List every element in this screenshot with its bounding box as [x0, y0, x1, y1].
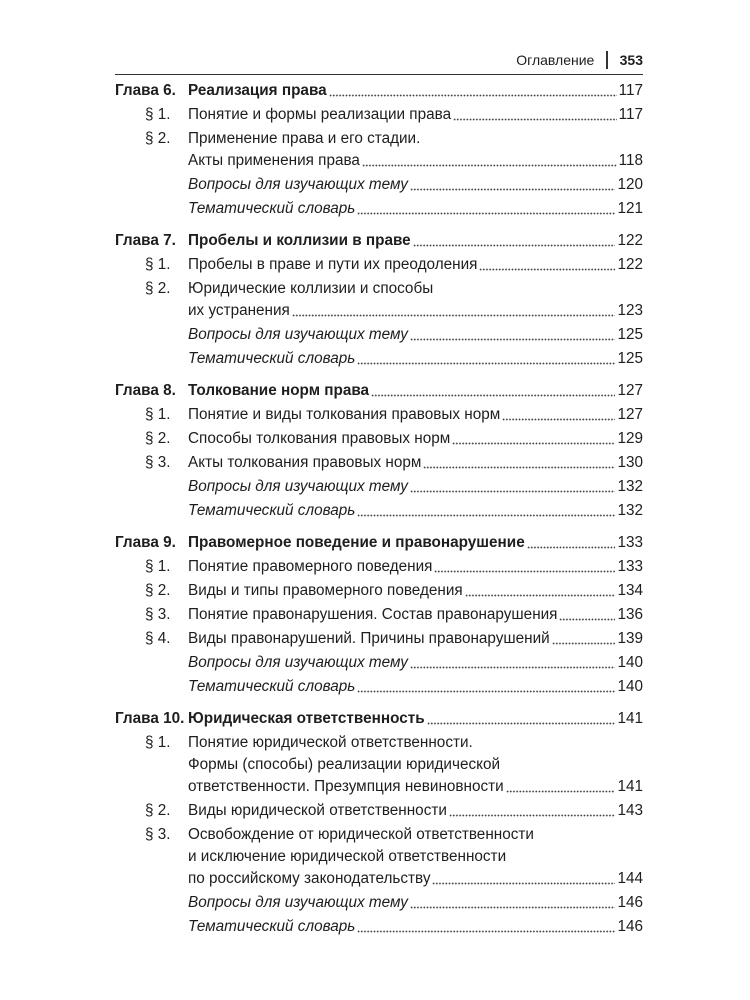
entry-page-number: 141: [617, 778, 643, 795]
entry-title: Виды и типы правомерного поведения: [188, 582, 463, 599]
dot-leader: [479, 268, 615, 271]
dot-leader: [357, 930, 615, 933]
entry-title: Тематический словарь: [188, 502, 356, 519]
entry-title: Понятие и виды толкования правовых норм: [188, 406, 501, 423]
entry-title-last-line: [188, 476, 643, 498]
entry-label: [115, 500, 188, 522]
entry-title: Виды правонарушений. Причины правонарушений: [188, 630, 550, 647]
entry-title: Вопросы для изучающих тему: [188, 326, 408, 343]
entry-title-last-line: [188, 708, 643, 730]
dot-leader: [292, 314, 616, 317]
entry-title-last-line: [188, 776, 643, 798]
entry-title: Пробелы в праве и пути их преодоления: [188, 256, 478, 273]
dot-leader: [465, 594, 616, 597]
entry-title-line: Формы (способы) реализации юридической: [188, 756, 501, 773]
entry-body: [188, 676, 643, 698]
entry-label: [115, 892, 188, 914]
entry-title: Тематический словарь: [188, 918, 356, 935]
entry-title: Пробелы и коллизии в праве: [188, 232, 411, 249]
entry-title-last-line: [188, 348, 643, 370]
entry-body: [188, 916, 643, 938]
entry-body: [188, 324, 643, 346]
entry-title: Акты толкования правовых норм: [188, 454, 422, 471]
running-header-section: Оглавление: [516, 52, 595, 68]
toc-chapter[interactable]: [115, 708, 643, 730]
entry-body: [188, 732, 643, 798]
entry-label: Глава 8.: [115, 382, 176, 399]
entry-title-last-line: [188, 428, 643, 450]
entry-page-number: 125: [617, 350, 643, 367]
entry-page-number: 143: [617, 802, 643, 819]
toc-section[interactable]: [115, 628, 643, 650]
entry-label: § 1.: [145, 106, 171, 123]
entry-body: [188, 404, 643, 426]
entry-title: по российскому законодательству: [188, 870, 431, 887]
entry-title: Акты применения права: [188, 152, 360, 169]
entry-body: [188, 380, 643, 402]
entry-title-line: Освобождение от юридической ответственности: [188, 826, 534, 843]
entry-title: Вопросы для изучающих тему: [188, 894, 408, 911]
entry-label: § 3.: [145, 454, 171, 471]
entry-page-number: 127: [617, 406, 643, 423]
entry-page-number: 132: [617, 478, 643, 495]
running-header: [115, 46, 643, 75]
dot-leader: [453, 118, 617, 121]
entry-body: [188, 500, 643, 522]
entry-page-number: 136: [617, 606, 643, 623]
entry-title-last-line: [188, 404, 643, 426]
entry-title-last-line: [188, 500, 643, 522]
entry-title-last-line: [188, 324, 643, 346]
entry-body: [188, 580, 643, 602]
toc-extra[interactable]: [115, 500, 643, 522]
entry-body: [188, 708, 643, 730]
toc-extra[interactable]: [115, 476, 643, 498]
entry-label: Глава 7.: [115, 232, 176, 249]
entry-title: их устранения: [188, 302, 290, 319]
dot-leader: [357, 362, 615, 365]
dot-leader: [449, 814, 616, 817]
entry-title-last-line: [188, 628, 643, 650]
entry-title-line: Применение права и его стадии.: [188, 130, 421, 147]
dot-leader: [329, 94, 617, 97]
toc-section[interactable]: [115, 732, 643, 798]
toc-section[interactable]: [115, 824, 643, 890]
entry-label: § 1.: [145, 734, 171, 751]
entry-title: ответственности. Презумпция невиновности: [188, 778, 504, 795]
header-divider: [606, 51, 607, 69]
dot-leader: [559, 618, 615, 621]
toc-section[interactable]: [115, 452, 643, 474]
entry-page-number: 146: [617, 918, 643, 935]
entry-title: Способы толкования правовых норм: [188, 430, 451, 447]
entry-title-last-line: [188, 916, 643, 938]
toc-extra[interactable]: [115, 676, 643, 698]
toc-section[interactable]: [115, 428, 643, 450]
dot-leader: [552, 642, 616, 645]
toc-extra[interactable]: [115, 892, 643, 914]
entry-label: § 2.: [145, 582, 171, 599]
toc-section[interactable]: [115, 254, 643, 276]
toc-extra[interactable]: [115, 652, 643, 674]
toc-section[interactable]: [115, 104, 643, 126]
entry-body: [188, 892, 643, 914]
entry-page-number: 123: [617, 302, 643, 319]
entry-label: [115, 476, 188, 498]
entry-title-last-line: [188, 532, 643, 554]
entry-title-last-line: [188, 652, 643, 674]
toc-extra[interactable]: [115, 916, 643, 938]
dot-leader: [362, 164, 617, 167]
entry-label: Глава 6.: [115, 82, 176, 99]
entry-label: § 2.: [145, 280, 171, 297]
toc-extra[interactable]: [115, 348, 643, 370]
dot-leader: [427, 722, 616, 725]
entry-page-number: 117: [618, 82, 643, 99]
entry-body: [188, 604, 643, 626]
entry-body: [188, 532, 643, 554]
entry-label: § 1.: [145, 558, 171, 575]
entry-label: § 1.: [145, 406, 171, 423]
toc-extra[interactable]: [115, 174, 643, 196]
toc-chapter[interactable]: [115, 532, 643, 554]
dot-leader: [357, 514, 615, 517]
entry-label: § 1.: [145, 256, 171, 273]
dot-leader: [502, 418, 615, 421]
entry-title-last-line: [188, 868, 643, 890]
entry-title-last-line: [188, 150, 643, 172]
entry-label: Глава 10.: [115, 710, 185, 727]
entry-title: Понятие правомерного поведения: [188, 558, 433, 575]
entry-title: Вопросы для изучающих тему: [188, 654, 408, 671]
entry-title: Тематический словарь: [188, 350, 356, 367]
entry-label: [115, 676, 188, 698]
entry-body: [188, 174, 643, 196]
toc-extra[interactable]: [115, 198, 643, 220]
toc-section[interactable]: [115, 404, 643, 426]
entry-title-last-line: [188, 580, 643, 602]
page-number: 353: [619, 52, 643, 68]
entry-label: [115, 324, 188, 346]
entry-page-number: 139: [617, 630, 643, 647]
entry-body: [188, 800, 643, 822]
toc-section[interactable]: [115, 580, 643, 602]
dot-leader: [410, 906, 616, 909]
entry-body: [188, 348, 643, 370]
toc-section[interactable]: [115, 800, 643, 822]
entry-title: Правомерное поведение и правонарушение: [188, 534, 525, 551]
entry-title-last-line: [188, 452, 643, 474]
entry-body: [188, 230, 643, 252]
entry-title-last-line: [188, 230, 643, 252]
entry-page-number: 127: [617, 382, 643, 399]
entry-page-number: 132: [617, 502, 643, 519]
entry-title-last-line: [188, 254, 643, 276]
entry-page-number: 134: [617, 582, 643, 599]
toc-section[interactable]: [115, 128, 643, 172]
entry-body: [188, 452, 643, 474]
entry-title-last-line: [188, 676, 643, 698]
dot-leader: [527, 546, 616, 549]
toc-chapter[interactable]: [115, 80, 643, 102]
entry-title-last-line: [188, 198, 643, 220]
entry-title-line: Юридические коллизии и способы: [188, 280, 434, 297]
entry-label: § 4.: [145, 630, 171, 647]
entry-label: § 2.: [145, 430, 171, 447]
entry-page-number: 117: [618, 106, 643, 123]
entry-label: § 3.: [145, 606, 171, 623]
entry-title-last-line: [188, 300, 643, 322]
entry-page-number: 122: [617, 232, 643, 249]
entry-title: Виды юридической ответственности: [188, 802, 447, 819]
dot-leader: [410, 188, 616, 191]
entry-title-last-line: [188, 604, 643, 626]
entry-title-last-line: [188, 556, 643, 578]
entry-body: [188, 254, 643, 276]
entry-title: Юридическая ответственность: [188, 710, 425, 727]
toc-chapter[interactable]: [115, 230, 643, 252]
entry-title: Реализация права: [188, 82, 327, 99]
entry-label: § 2.: [145, 130, 171, 147]
entry-page-number: 133: [617, 534, 643, 551]
entry-title: Понятие правонарушения. Состав правонарушения: [188, 606, 558, 623]
entry-title-last-line: [188, 380, 643, 402]
entry-page-number: 141: [617, 710, 643, 727]
entry-page-number: 125: [617, 326, 643, 343]
toc-extra[interactable]: [115, 324, 643, 346]
entry-page-number: 121: [617, 200, 643, 217]
entry-title-last-line: [188, 800, 643, 822]
dot-leader: [410, 666, 616, 669]
table-of-contents: [115, 80, 643, 938]
entry-title-last-line: [188, 104, 643, 126]
dot-leader: [410, 338, 616, 341]
entry-body: [188, 128, 643, 172]
entry-label: § 2.: [145, 802, 171, 819]
entry-title: Тематический словарь: [188, 200, 356, 217]
toc-section[interactable]: [115, 556, 643, 578]
dot-leader: [434, 570, 615, 573]
entry-title: Тематический словарь: [188, 678, 356, 695]
dot-leader: [506, 790, 616, 793]
entry-page-number: 146: [617, 894, 643, 911]
entry-body: [188, 80, 643, 102]
entry-title: Вопросы для изучающих тему: [188, 478, 408, 495]
entry-page-number: 129: [617, 430, 643, 447]
dot-leader: [423, 466, 615, 469]
toc-section[interactable]: [115, 278, 643, 322]
entry-page-number: 133: [617, 558, 643, 575]
toc-chapter[interactable]: [115, 380, 643, 402]
entry-body: [188, 428, 643, 450]
toc-section[interactable]: [115, 604, 643, 626]
entry-page-number: 130: [617, 454, 643, 471]
entry-body: [188, 556, 643, 578]
dot-leader: [357, 212, 615, 215]
entry-label: [115, 174, 188, 196]
entry-body: [188, 198, 643, 220]
entry-title-line: Понятие юридической ответственности.: [188, 734, 473, 751]
dot-leader: [410, 490, 616, 493]
entry-label: [115, 652, 188, 674]
entry-label: [115, 348, 188, 370]
entry-page-number: 140: [617, 654, 643, 671]
entry-label: § 3.: [145, 826, 171, 843]
dot-leader: [452, 442, 615, 445]
entry-label: [115, 198, 188, 220]
entry-page-number: 144: [617, 870, 643, 887]
entry-title-line: и исключение юридической ответственности: [188, 848, 507, 865]
entry-body: [188, 278, 643, 322]
dot-leader: [357, 690, 615, 693]
dot-leader: [371, 394, 615, 397]
dot-leader: [413, 244, 616, 247]
entry-body: [188, 476, 643, 498]
entry-title: Понятие и формы реализации права: [188, 106, 452, 123]
entry-page-number: 122: [617, 256, 643, 273]
entry-label: Глава 9.: [115, 534, 176, 551]
entry-title-last-line: [188, 174, 643, 196]
entry-page-number: 120: [617, 176, 643, 193]
entry-title-last-line: [188, 80, 643, 102]
entry-title: Толкование норм права: [188, 382, 370, 399]
entry-body: [188, 104, 643, 126]
entry-title: Вопросы для изучающих тему: [188, 176, 408, 193]
entry-page-number: 118: [618, 152, 643, 169]
entry-body: [188, 652, 643, 674]
entry-body: [188, 628, 643, 650]
entry-page-number: 140: [617, 678, 643, 695]
entry-label: [115, 916, 188, 938]
dot-leader: [432, 882, 615, 885]
entry-body: [188, 824, 643, 890]
entry-title-last-line: [188, 892, 643, 914]
